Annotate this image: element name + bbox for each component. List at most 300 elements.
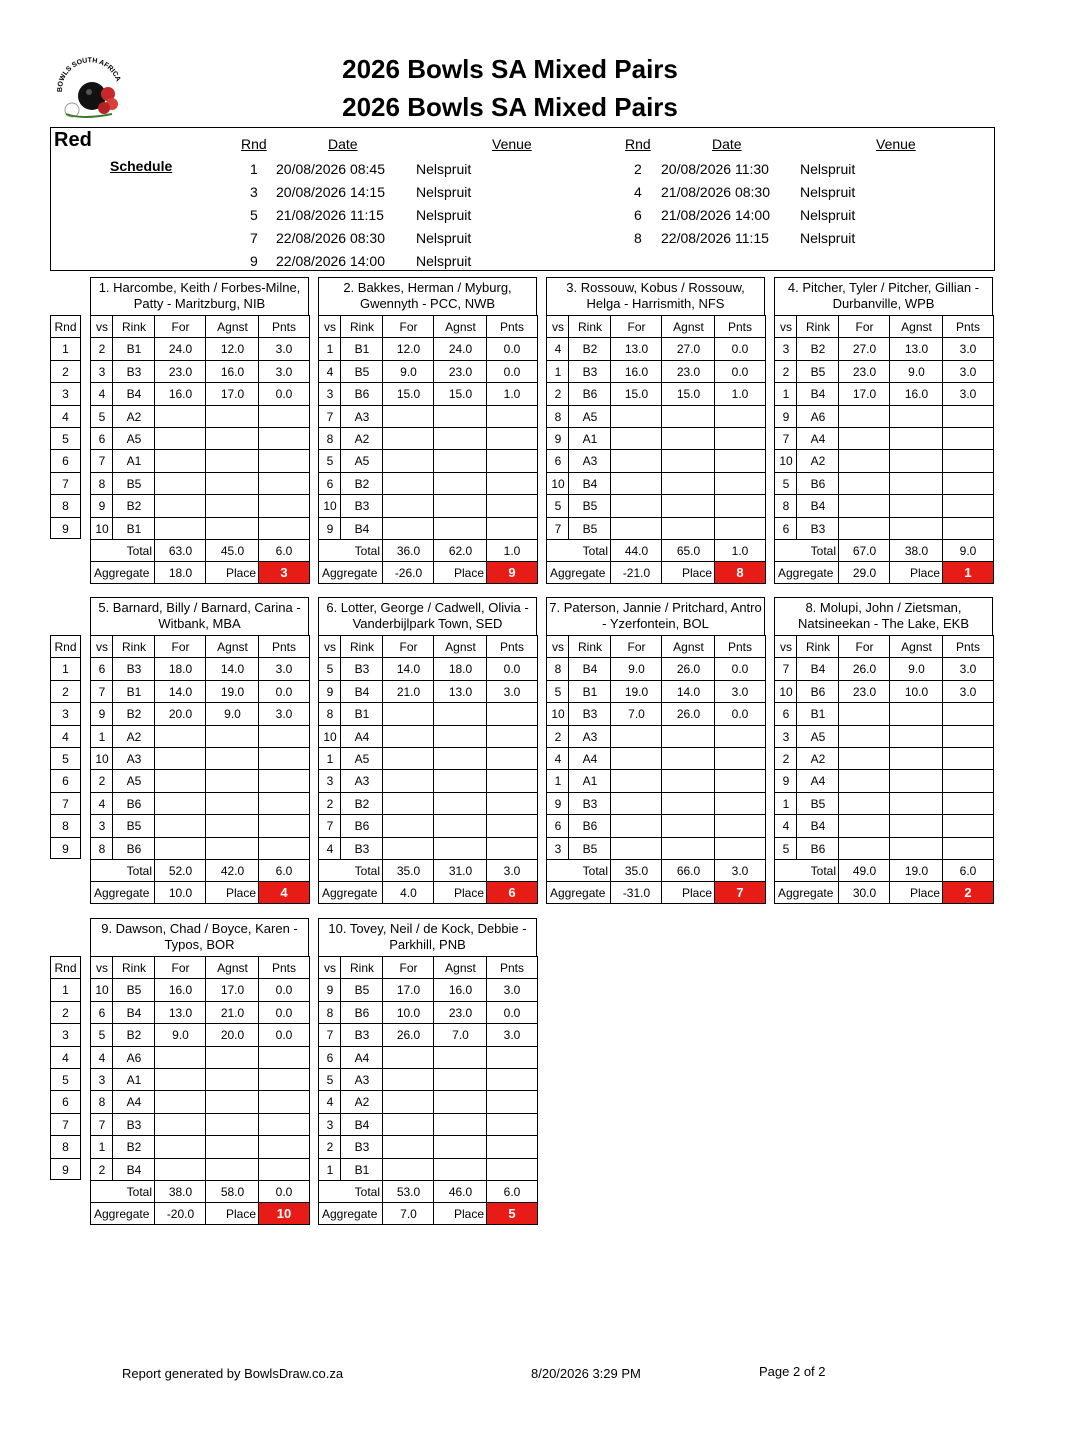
pnts-cell xyxy=(486,769,538,791)
agnst-cell: 17.0 xyxy=(205,382,259,404)
rink-cell: B6 xyxy=(340,814,383,836)
for-cell: 18.0 xyxy=(154,657,206,679)
opponent-cell: 9 xyxy=(318,517,341,539)
for-cell xyxy=(838,702,890,724)
opponent-cell: 4 xyxy=(774,814,797,836)
for-cell xyxy=(154,769,206,791)
rink-cell: A1 xyxy=(568,427,611,449)
header-vs: vs xyxy=(90,956,113,978)
schedule-date: 21/08/2026 08:30 xyxy=(661,184,770,200)
for-cell xyxy=(154,1135,206,1157)
agnst-cell xyxy=(205,517,259,539)
agnst-cell: 23.0 xyxy=(433,1001,487,1023)
opponent-cell: 2 xyxy=(546,725,569,747)
rink-cell: B6 xyxy=(796,680,839,702)
for-cell xyxy=(382,1113,434,1135)
for-cell: 9.0 xyxy=(610,657,662,679)
agnst-cell xyxy=(205,1158,259,1180)
header-pnts: Pnts xyxy=(714,315,766,337)
opponent-cell: 4 xyxy=(318,360,341,382)
pnts-cell xyxy=(714,449,766,471)
pnts-cell xyxy=(942,494,994,516)
for-cell: 10.0 xyxy=(382,1001,434,1023)
for-cell: 12.0 xyxy=(382,337,434,359)
for-cell xyxy=(382,427,434,449)
schedule-date: 22/08/2026 08:30 xyxy=(276,230,385,246)
rink-cell: B5 xyxy=(796,792,839,814)
opponent-cell: 1 xyxy=(774,792,797,814)
header-for: For xyxy=(610,315,662,337)
for-cell: 17.0 xyxy=(382,978,434,1000)
opponent-cell: 10 xyxy=(774,680,797,702)
aggregate-label: Aggregate xyxy=(774,561,839,583)
pnts-cell xyxy=(942,449,994,471)
schedule-date: 20/08/2026 08:45 xyxy=(276,161,385,177)
for-cell xyxy=(154,1090,206,1112)
pnts-cell: 0.0 xyxy=(714,657,766,679)
total-for: 36.0 xyxy=(382,539,434,561)
place-label: Place xyxy=(661,881,715,903)
header-vs: vs xyxy=(90,315,113,337)
opponent-cell: 9 xyxy=(318,978,341,1000)
for-cell xyxy=(838,747,890,769)
rink-cell: B5 xyxy=(568,517,611,539)
schedule-venue: Nelspruit xyxy=(416,230,472,246)
rink-cell: B2 xyxy=(112,702,155,724)
agnst-cell xyxy=(205,725,259,747)
rink-cell: B4 xyxy=(112,382,155,404)
schedule-venue: Nelspruit xyxy=(416,207,472,223)
opponent-cell: 9 xyxy=(90,702,113,724)
agnst-cell xyxy=(433,517,487,539)
agnst-cell xyxy=(433,1046,487,1068)
for-cell xyxy=(382,814,434,836)
opponent-cell: 2 xyxy=(546,382,569,404)
header-pnts: Pnts xyxy=(486,956,538,978)
opponent-cell: 1 xyxy=(318,1158,341,1180)
total-label: Total xyxy=(90,1180,155,1202)
schedule-round: 5 xyxy=(250,207,258,223)
schedule-round: 7 xyxy=(250,230,258,246)
opponent-cell: 8 xyxy=(546,657,569,679)
header-pnts: Pnts xyxy=(258,635,310,657)
agnst-cell xyxy=(661,837,715,859)
pnts-cell xyxy=(942,792,994,814)
rink-cell: B4 xyxy=(340,517,383,539)
agnst-cell: 12.0 xyxy=(205,337,259,359)
pnts-cell: 3.0 xyxy=(258,360,310,382)
rink-cell: B1 xyxy=(796,702,839,724)
agnst-cell: 13.0 xyxy=(433,680,487,702)
rink-cell: B4 xyxy=(796,382,839,404)
header-vs: vs xyxy=(546,635,569,657)
schedule-venue: Nelspruit xyxy=(416,253,472,269)
pnts-cell: 3.0 xyxy=(486,680,538,702)
header-rink: Rink xyxy=(112,315,155,337)
rink-cell: A6 xyxy=(112,1046,155,1068)
aggregate-label: Aggregate xyxy=(318,561,383,583)
opponent-cell: 1 xyxy=(90,1135,113,1157)
agnst-cell xyxy=(205,747,259,769)
pnts-cell xyxy=(486,449,538,471)
header-pnts: Pnts xyxy=(714,635,766,657)
for-cell: 17.0 xyxy=(838,382,890,404)
pnts-cell xyxy=(486,792,538,814)
pnts-cell xyxy=(486,517,538,539)
pnts-cell xyxy=(714,517,766,539)
pnts-cell: 3.0 xyxy=(942,382,994,404)
pnts-cell: 1.0 xyxy=(714,382,766,404)
section-label: Red xyxy=(54,129,92,151)
opponent-cell: 5 xyxy=(774,472,797,494)
rink-cell: A2 xyxy=(112,725,155,747)
pnts-cell xyxy=(486,725,538,747)
opponent-cell: 8 xyxy=(90,837,113,859)
rink-cell: B4 xyxy=(112,1158,155,1180)
rink-cell: B6 xyxy=(568,814,611,836)
opponent-cell: 5 xyxy=(546,680,569,702)
for-cell xyxy=(154,1046,206,1068)
rink-cell: B3 xyxy=(340,1135,383,1157)
for-cell: 16.0 xyxy=(610,360,662,382)
rink-cell: B1 xyxy=(340,1158,383,1180)
rink-cell: B1 xyxy=(340,337,383,359)
agnst-cell: 18.0 xyxy=(433,657,487,679)
rink-cell: B5 xyxy=(340,360,383,382)
rink-cell: A4 xyxy=(340,725,383,747)
rink-cell: A2 xyxy=(340,1090,383,1112)
schedule-venue: Nelspruit xyxy=(800,207,856,223)
header-agnst: Agnst xyxy=(889,635,943,657)
rink-cell: B6 xyxy=(340,1001,383,1023)
opponent-cell: 10 xyxy=(774,449,797,471)
pnts-cell xyxy=(942,837,994,859)
for-cell xyxy=(382,449,434,471)
agnst-cell: 26.0 xyxy=(661,702,715,724)
aggregate-label: Aggregate xyxy=(90,1202,155,1224)
header-for: For xyxy=(838,315,890,337)
rink-cell: B3 xyxy=(568,360,611,382)
opponent-cell: 6 xyxy=(546,449,569,471)
aggregate-value: 7.0 xyxy=(382,1202,434,1224)
rink-cell: B2 xyxy=(340,472,383,494)
pnts-cell xyxy=(942,814,994,836)
header-pnts: Pnts xyxy=(258,956,310,978)
aggregate-label: Aggregate xyxy=(90,881,155,903)
total-pnts: 1.0 xyxy=(714,539,766,561)
header-pnts: Pnts xyxy=(486,315,538,337)
total-for: 49.0 xyxy=(838,859,890,881)
total-label: Total xyxy=(90,539,155,561)
pnts-cell xyxy=(942,769,994,791)
pnts-cell xyxy=(486,1068,538,1090)
opponent-cell: 6 xyxy=(90,427,113,449)
header-rink: Rink xyxy=(568,635,611,657)
schedule-venue: Nelspruit xyxy=(416,161,472,177)
for-cell xyxy=(382,1135,434,1157)
pnts-cell xyxy=(714,494,766,516)
rink-cell: A1 xyxy=(112,1068,155,1090)
total-label: Total xyxy=(774,859,839,881)
pnts-cell xyxy=(486,405,538,427)
schedule-label: Schedule xyxy=(110,158,173,174)
pnts-cell: 0.0 xyxy=(258,680,310,702)
place-badge: 1 xyxy=(942,561,994,583)
schedule-date: 21/08/2026 11:15 xyxy=(276,207,384,223)
agnst-cell xyxy=(433,769,487,791)
opponent-cell: 6 xyxy=(90,657,113,679)
total-agnst: 66.0 xyxy=(661,859,715,881)
for-cell xyxy=(154,494,206,516)
rink-cell: B6 xyxy=(796,837,839,859)
total-pnts: 9.0 xyxy=(942,539,994,561)
header-for: For xyxy=(154,315,206,337)
header-pnts: Pnts xyxy=(486,635,538,657)
for-cell xyxy=(382,1046,434,1068)
total-agnst: 58.0 xyxy=(205,1180,259,1202)
place-badge: 10 xyxy=(258,1202,310,1224)
opponent-cell: 8 xyxy=(774,494,797,516)
rink-cell: B6 xyxy=(340,382,383,404)
header-agnst: Agnst xyxy=(205,956,259,978)
header-vs: vs xyxy=(774,635,797,657)
opponent-cell: 5 xyxy=(90,405,113,427)
pnts-cell xyxy=(486,1135,538,1157)
pnts-cell xyxy=(258,427,310,449)
for-cell xyxy=(838,427,890,449)
for-cell xyxy=(838,405,890,427)
rink-cell: A1 xyxy=(568,769,611,791)
total-for: 63.0 xyxy=(154,539,206,561)
agnst-cell xyxy=(205,769,259,791)
for-cell xyxy=(382,769,434,791)
place-label: Place xyxy=(205,881,259,903)
total-agnst: 19.0 xyxy=(889,859,943,881)
schedule-header-rnd: Rnd xyxy=(241,136,267,152)
opponent-cell: 7 xyxy=(774,657,797,679)
total-pnts: 1.0 xyxy=(486,539,538,561)
opponent-cell: 9 xyxy=(546,427,569,449)
rnd-header: Rnd xyxy=(50,635,81,657)
pnts-cell xyxy=(258,494,310,516)
agnst-cell: 9.0 xyxy=(889,657,943,679)
header-agnst: Agnst xyxy=(205,315,259,337)
logo-text: BOWLS SOUTH AFRICA xyxy=(56,57,122,93)
pnts-cell: 0.0 xyxy=(714,702,766,724)
for-cell xyxy=(610,837,662,859)
agnst-cell: 15.0 xyxy=(661,382,715,404)
for-cell xyxy=(610,405,662,427)
pnts-cell xyxy=(258,1135,310,1157)
schedule-header-date: Date xyxy=(712,136,742,152)
team-name: 3. Rossouw, Kobus / Rossouw, Helga - Harrismith, NFS xyxy=(546,277,765,316)
total-agnst: 31.0 xyxy=(433,859,487,881)
opponent-cell: 1 xyxy=(90,725,113,747)
rnd-number: 7 xyxy=(50,1113,81,1135)
rnd-number: 4 xyxy=(50,405,81,427)
agnst-cell xyxy=(205,837,259,859)
opponent-cell: 4 xyxy=(318,1090,341,1112)
footer-generated: Report generated by BowlsDraw.co.za xyxy=(122,1366,344,1381)
schedule-header-venue: Venue xyxy=(492,136,532,152)
for-cell: 13.0 xyxy=(610,337,662,359)
total-agnst: 38.0 xyxy=(889,539,943,561)
pnts-cell xyxy=(942,472,994,494)
header-agnst: Agnst xyxy=(433,956,487,978)
total-agnst: 65.0 xyxy=(661,539,715,561)
agnst-cell xyxy=(433,1158,487,1180)
pnts-cell xyxy=(258,1113,310,1135)
header-rink: Rink xyxy=(112,956,155,978)
for-cell: 9.0 xyxy=(382,360,434,382)
opponent-cell: 6 xyxy=(318,472,341,494)
rink-cell: A5 xyxy=(340,449,383,471)
header-for: For xyxy=(382,635,434,657)
total-pnts: 0.0 xyxy=(258,1180,310,1202)
header-vs: vs xyxy=(318,635,341,657)
pnts-cell: 3.0 xyxy=(258,337,310,359)
agnst-cell xyxy=(889,494,943,516)
opponent-cell: 4 xyxy=(90,1046,113,1068)
rink-cell: B6 xyxy=(112,792,155,814)
for-cell xyxy=(838,472,890,494)
place-badge: 6 xyxy=(486,881,538,903)
agnst-cell: 9.0 xyxy=(889,360,943,382)
agnst-cell xyxy=(661,449,715,471)
for-cell xyxy=(382,702,434,724)
pnts-cell xyxy=(258,725,310,747)
schedule-round: 4 xyxy=(634,184,642,200)
for-cell: 7.0 xyxy=(610,702,662,724)
for-cell xyxy=(382,1158,434,1180)
for-cell: 13.0 xyxy=(154,1001,206,1023)
agnst-cell: 14.0 xyxy=(661,680,715,702)
agnst-cell: 14.0 xyxy=(205,657,259,679)
header-agnst: Agnst xyxy=(661,635,715,657)
pnts-cell xyxy=(258,747,310,769)
place-badge: 9 xyxy=(486,561,538,583)
for-cell: 14.0 xyxy=(382,657,434,679)
agnst-cell xyxy=(889,725,943,747)
agnst-cell xyxy=(433,1135,487,1157)
rnd-number: 1 xyxy=(50,657,81,679)
header-pnts: Pnts xyxy=(942,635,994,657)
team-name: 9. Dawson, Chad / Boyce, Karen - Typos, BOR xyxy=(90,918,309,957)
for-cell: 21.0 xyxy=(382,680,434,702)
pnts-cell xyxy=(258,1090,310,1112)
team-name: 1. Harcombe, Keith / Forbes-Milne, Patty - Maritzburg, NIB xyxy=(90,277,309,316)
for-cell: 23.0 xyxy=(838,680,890,702)
opponent-cell: 10 xyxy=(90,517,113,539)
agnst-cell xyxy=(433,814,487,836)
rink-cell: A4 xyxy=(568,747,611,769)
schedule-round: 3 xyxy=(250,184,258,200)
pnts-cell: 0.0 xyxy=(714,360,766,382)
for-cell xyxy=(838,792,890,814)
schedule-date: 22/08/2026 14:00 xyxy=(276,253,385,269)
for-cell xyxy=(382,747,434,769)
opponent-cell: 9 xyxy=(90,494,113,516)
opponent-cell: 8 xyxy=(318,427,341,449)
opponent-cell: 2 xyxy=(90,769,113,791)
report-subtitle: 2026 Bowls SA Mixed Pairs xyxy=(342,92,678,122)
aggregate-value: 29.0 xyxy=(838,561,890,583)
pnts-cell xyxy=(486,837,538,859)
agnst-cell: 21.0 xyxy=(205,1001,259,1023)
pnts-cell xyxy=(942,702,994,724)
rink-cell: B6 xyxy=(568,382,611,404)
total-for: 53.0 xyxy=(382,1180,434,1202)
rink-cell: B3 xyxy=(340,657,383,679)
for-cell xyxy=(154,1113,206,1135)
rink-cell: B3 xyxy=(568,792,611,814)
agnst-cell xyxy=(433,427,487,449)
rink-cell: A4 xyxy=(796,427,839,449)
total-label: Total xyxy=(318,1180,383,1202)
pnts-cell xyxy=(486,1158,538,1180)
agnst-cell xyxy=(661,517,715,539)
rink-cell: A3 xyxy=(568,449,611,471)
header-for: For xyxy=(382,956,434,978)
opponent-cell: 2 xyxy=(90,337,113,359)
for-cell: 20.0 xyxy=(154,702,206,724)
pnts-cell: 0.0 xyxy=(258,978,310,1000)
agnst-cell xyxy=(205,494,259,516)
for-cell: 14.0 xyxy=(154,680,206,702)
agnst-cell: 15.0 xyxy=(433,382,487,404)
for-cell xyxy=(382,494,434,516)
agnst-cell: 9.0 xyxy=(205,702,259,724)
opponent-cell: 2 xyxy=(774,360,797,382)
total-agnst: 62.0 xyxy=(433,539,487,561)
agnst-cell xyxy=(205,814,259,836)
rnd-number: 7 xyxy=(50,472,81,494)
agnst-cell xyxy=(433,747,487,769)
opponent-cell: 4 xyxy=(546,337,569,359)
for-cell: 9.0 xyxy=(154,1023,206,1045)
rnd-number: 8 xyxy=(50,1135,81,1157)
opponent-cell: 1 xyxy=(318,747,341,769)
agnst-cell xyxy=(433,1113,487,1135)
pnts-cell: 3.0 xyxy=(486,1023,538,1045)
pnts-cell xyxy=(714,747,766,769)
header-vs: vs xyxy=(318,315,341,337)
pnts-cell xyxy=(714,472,766,494)
opponent-cell: 10 xyxy=(546,702,569,724)
for-cell xyxy=(382,725,434,747)
pnts-cell xyxy=(486,1090,538,1112)
opponent-cell: 3 xyxy=(318,382,341,404)
agnst-cell xyxy=(889,702,943,724)
opponent-cell: 1 xyxy=(546,769,569,791)
schedule-venue: Nelspruit xyxy=(800,230,856,246)
header-rink: Rink xyxy=(796,635,839,657)
rink-cell: B5 xyxy=(112,472,155,494)
rink-cell: B2 xyxy=(112,1135,155,1157)
schedule-header-venue: Venue xyxy=(876,136,916,152)
footer-timestamp: 8/20/2026 3:29 PM xyxy=(531,1366,641,1381)
for-cell xyxy=(154,449,206,471)
rink-cell: A4 xyxy=(796,769,839,791)
for-cell xyxy=(154,1068,206,1090)
agnst-cell: 16.0 xyxy=(205,360,259,382)
opponent-cell: 7 xyxy=(90,1113,113,1135)
rink-cell: A2 xyxy=(340,427,383,449)
rink-cell: A3 xyxy=(340,769,383,791)
team-name: 4. Pitcher, Tyler / Pitcher, Gillian - Durbanville, WPB xyxy=(774,277,993,316)
agnst-cell xyxy=(433,405,487,427)
pnts-cell: 0.0 xyxy=(714,337,766,359)
